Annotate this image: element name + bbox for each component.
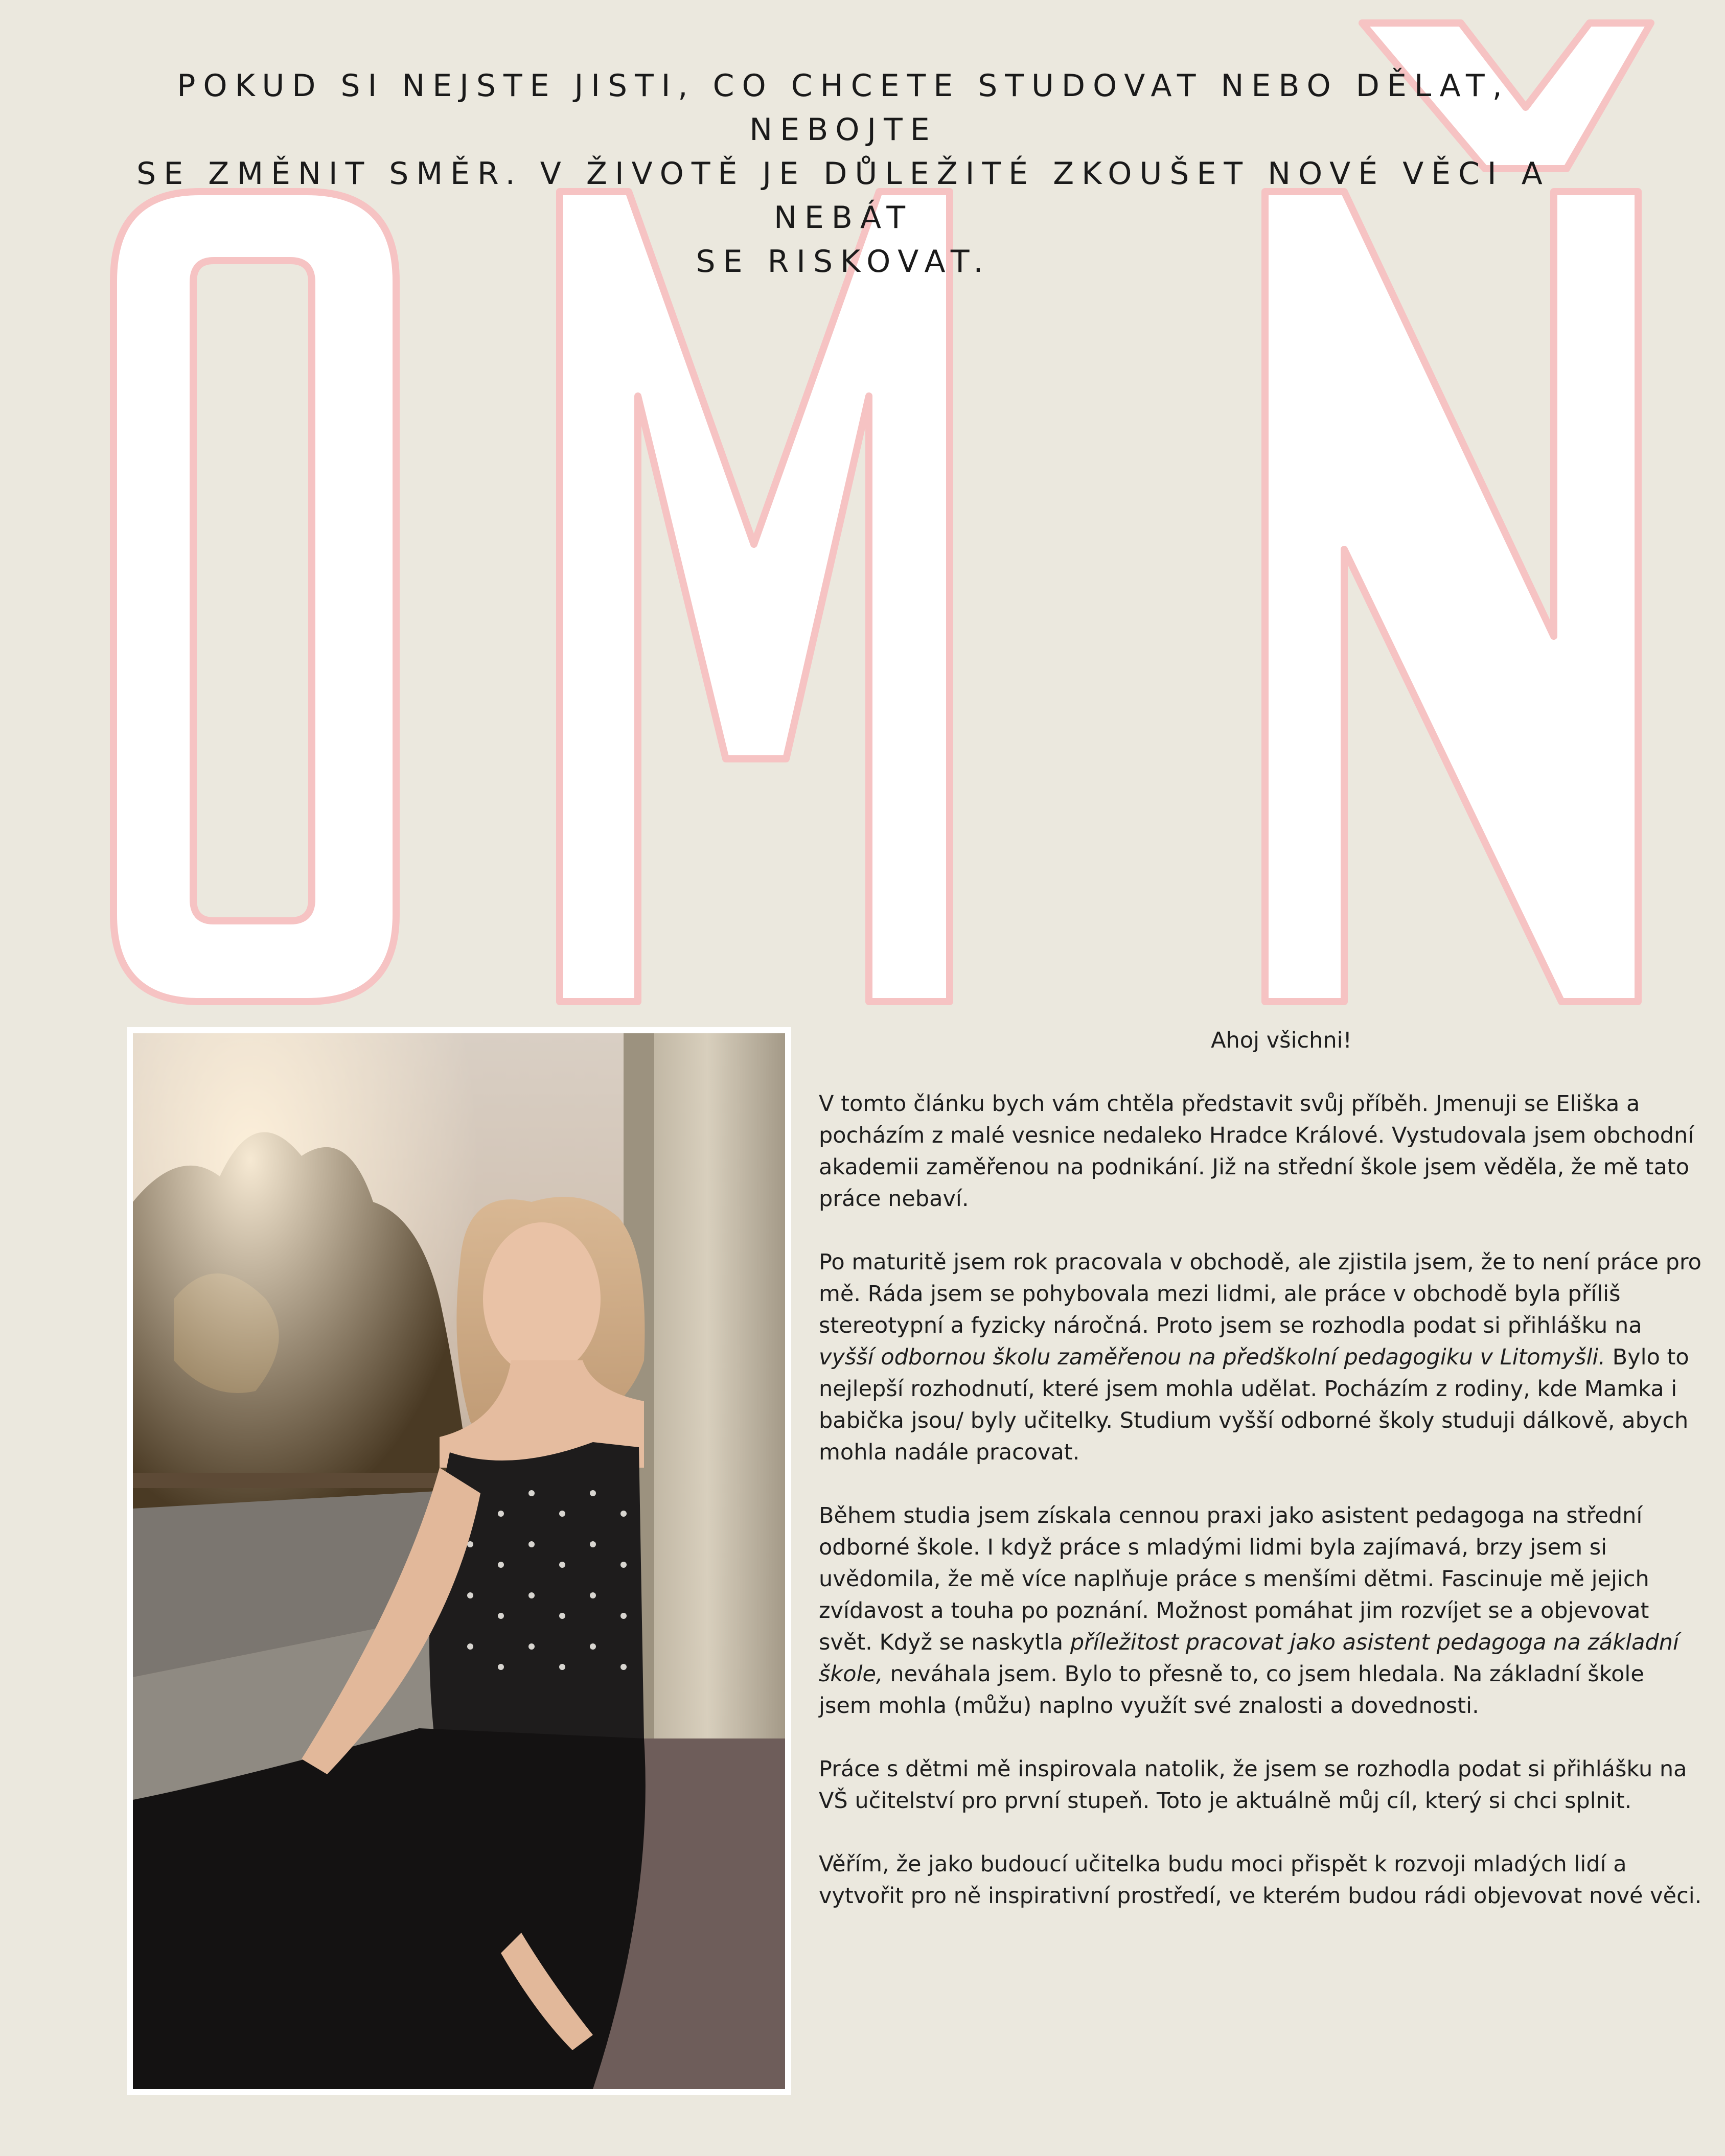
- photo-face: [483, 1222, 601, 1376]
- article-paragraph-1: V tomto článku bych vám chtěla představit svůj příběh. Jmenuji se Eliška a pocházím z malé vesnice nedaleko Hradce Králové. Vystudovala jsem obchodní akademii zaměřenou na podnikání. Již na střední škole jsem věděla, že mě tato práce nebaví.: [819, 1091, 1694, 1212]
- article-paragraph-5: Věřím, že jako budoucí učitelka budu moci přispět k rozvoji mladých lidí a vytvořit pro ně inspirativní prostředí, ve kterém budou rádi objevovat nové věci.: [819, 1851, 1702, 1909]
- portrait-photo-frame: [127, 1027, 791, 2095]
- quote-line-3: SE RISKOVAT.: [696, 244, 991, 280]
- article-greeting: Ahoj všichni!: [1211, 1028, 1352, 1053]
- photo-pillar: [644, 1033, 785, 1738]
- intro-quote: [118, 64, 1569, 284]
- article-paragraph-3-emphasis: příležitost pracovat jako asistent pedagoga na základní škole,: [819, 1630, 1679, 1687]
- article-paragraph-3: [819, 1500, 1703, 1722]
- quote-line-1: POKUD SI NEJSTE JISTI, CO CHCETE STUDOVAT NEBO DĚLAT, NEBOJTE: [177, 68, 1510, 148]
- article-body: [819, 1025, 1703, 1943]
- portrait-photo: [133, 1033, 785, 2089]
- article-paragraph-2: [819, 1246, 1703, 1468]
- article-paragraph-3-a: Během studia jsem získala cennou praxi jako asistent pedagoga na střední odborné škole. I když práce s mladými lidmi byla zajímavá, brzy jsem si uvědomila, že mě více naplňuje práce s menšími dětmi. Fascinuje mě jejich zvídavost a touha po poznání. Možnost pomáhat jim rozvíjet se a objevovat svět. Když se naskytla: [819, 1503, 1649, 1655]
- article-paragraph-2-emphasis: vyšší odbornou školu zaměřenou na předškolní pedagogiku v Litomyšli.: [819, 1344, 1606, 1370]
- article-paragraph-4: Práce s dětmi mě inspirovala natolik, že jsem se rozhodla podat si přihlášku na VŠ učitelství pro první stupeň. Toto je aktuálně můj cíl, který si chci splnit.: [819, 1756, 1687, 1814]
- title-letter-n: [1265, 192, 1638, 1002]
- quote-line-2: SE ZMĚNIT SMĚR. V ŽIVOTĚ JE DŮLEŽITÉ ZKOUŠET NOVÉ VĚCI A NEBÁT: [136, 156, 1550, 236]
- article-paragraph-2-b: Bylo to nejlepší rozhodnutí, které jsem mohla udělat. Pocházím z rodiny, kde Mamka i babička jsou/ byly učitelky. Studium vyšší odborné školy studuji dálkově, abych mohla nadále pracovat.: [819, 1344, 1689, 1465]
- title-letter-o: [113, 192, 396, 1002]
- title-letter-m: [560, 192, 950, 1002]
- article-paragraph-2-a: Po maturitě jsem rok pracovala v obchodě, ale zjistila jsem, že to není práce pro mě. Ráda jsem se pohybovala mezi lidmi, ale práce v obchodě byla příliš stereotypní a fyzicky náročná. Proto jsem se rozhodla podat si přihlášku na: [819, 1249, 1701, 1338]
- article-paragraph-3-b: neváhala jsem. Bylo to přesně to, co jsem hledala. Na základní škole jsem mohla (můžu) naplno využít své znalosti a dovednosti.: [819, 1661, 1644, 1719]
